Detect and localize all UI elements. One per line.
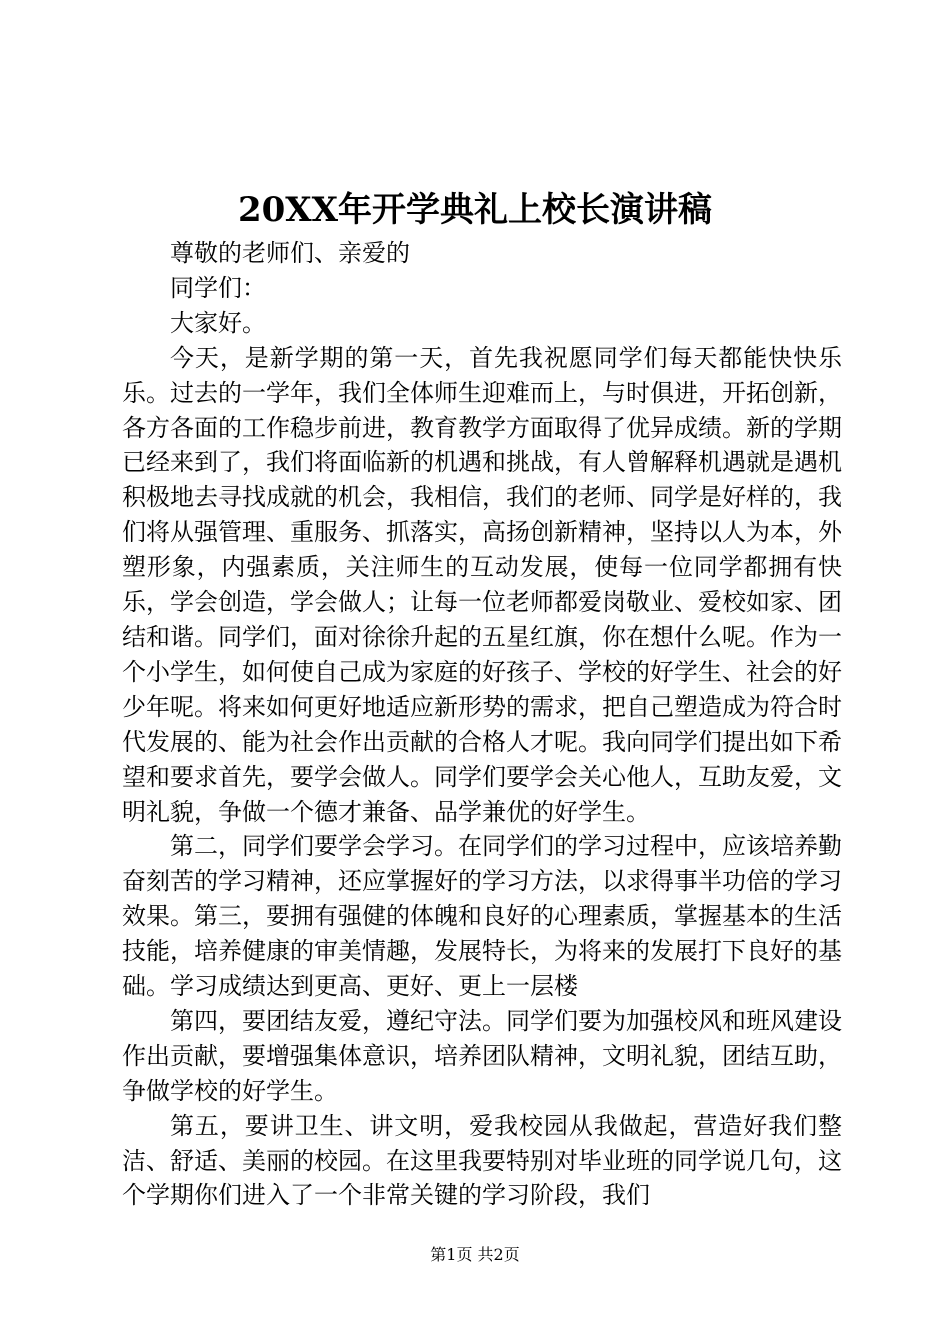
paragraph-salutation-2: 同学们：: [170, 273, 266, 302]
paragraph-fourth: 第四，要团结友爱，遵纪守法。同学们要为加强校风和班风建设作出贡献，要增强集体意识，培养团队精神，文明礼貌，团结互助，争做学校的好学生。: [122, 1006, 842, 1105]
document-title: 20XX年开学典礼上校长演讲稿: [237, 190, 713, 230]
document-body: [122, 236, 842, 1213]
paragraph-fifth: 第五，要讲卫生、讲文明，爱我校园从我做起，营造好我们整洁、舒适、美丽的校园。在这里我要特别对毕业班的同学说几句，这个学期你们进入了一个非常关键的学习阶段，我们: [122, 1111, 842, 1210]
page-footer: 第1页 共2页: [430, 1245, 520, 1264]
paragraph-second: 第二，同学们要学会学习。在同学们的学习过程中，应该培养勤奋刻苦的学习精神，还应掌握好的学习方法，以求得事半功倍的学习效果。第三，要拥有强健的体魄和良好的心理素质，掌握基本的生活技能，培养健康的审美情趣，发展特长，为将来的发展打下良好的基础。学习成绩达到更高、更好、更上一层楼: [122, 832, 842, 1001]
paragraph-greeting: 大家好。: [170, 308, 266, 337]
paragraph-salutation-1: 尊敬的老师们、亲爱的: [170, 239, 410, 267]
paragraph-opening: 今天，是新学期的第一天，首先我祝愿同学们每天都能快快乐乐。过去的一学年，我们全体师生迎难而上，与时俱进，开拓创新，各方各面的工作稳步前进，教育教学方面取得了优异成绩。新的学期已经来到了，我们将面临新的机遇和挑战，有人曾解释机遇就是遇机积极地去寻找成就的机会，我相信，我们的老师、同学是好样的，我们将从强管理、重服务、抓落实，高扬创新精神，坚持以人为本，外塑形象，内强素质，关注师生的互动发展，使每一位同学都拥有快乐，学会创造，学会做人；让每一位老师都爱岗敬业、爱校如家、团结和谐。同学们，面对徐徐升起的五星红旗，你在想什么呢。作为一个小学生，如何使自己成为家庭的好孩子、学校的好学生、社会的好少年呢。将来如何更好地适应新形势的需求，把自己塑造成为符合时代发展的、能为社会作出贡献的合格人才呢。我向同学们提出如下希望和要求首先，要学会做人。同学们要学会关心他人，互助友爱，文明礼貌，争做一个德才兼备、品学兼优的好学生。: [122, 343, 842, 826]
